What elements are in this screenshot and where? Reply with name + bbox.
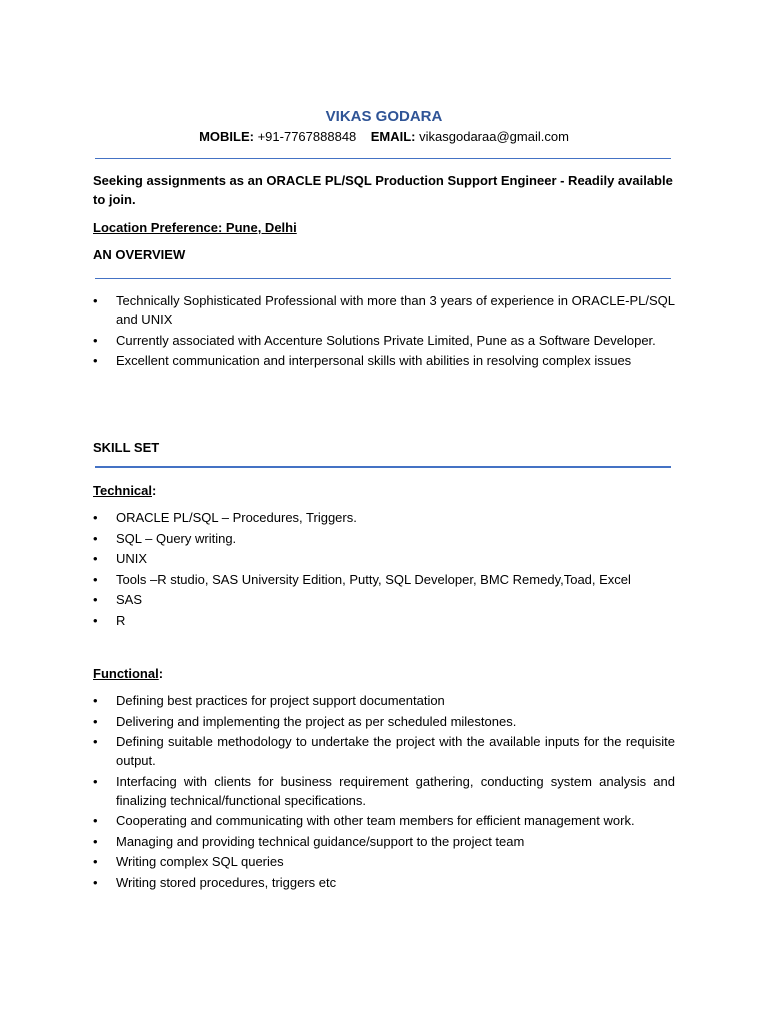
mobile-label: MOBILE: [199,129,254,144]
bullet-icon: • [93,813,98,828]
bullet-icon: • [93,734,98,749]
list-item [93,570,675,589]
overview-heading: AN OVERVIEW [93,247,186,262]
technical-label: Technical [93,483,153,498]
skill-set-divider [95,466,671,468]
list-item-text: Currently associated with Accenture Solutions Private Limited, Pune as a Software Developer. [116,332,656,348]
technical-section [93,508,675,631]
list-item-text: Cooperating and communicating with other team members for efficient management work. [116,813,635,828]
list-item-text: Interfacing with clients for business requirement gathering, conducting system analysis and finalizing technical/functional specifications. [116,773,675,808]
technical-heading [93,481,675,500]
contact-line [0,127,768,146]
bullet-icon: • [93,353,98,368]
technical-list [93,508,675,630]
list-item [93,611,675,630]
list-item [93,732,675,770]
list-item [93,772,675,810]
list-item [93,873,675,892]
candidate-name: VIKAS GODARA [325,108,443,125]
list-item-text: Excellent communication and interpersonal skills with abilities in resolving complex issues [116,353,632,368]
bullet-icon: • [93,551,98,566]
bullet-icon: • [93,571,98,587]
email-label: EMAIL: [370,129,416,144]
location-preference: Location Preference: Pune, Delhi [93,220,297,235]
bullet-icon: • [93,713,98,729]
list-item [93,508,675,527]
bullet-icon: • [93,530,98,546]
list-item [93,712,675,731]
bullet-icon: • [93,612,98,628]
list-item [93,590,675,609]
overview-section [93,291,675,372]
functional-colon: : [158,666,164,681]
list-item-text: Defining suitable methodology to undertake the project with the available inputs for the requisite output. [116,734,675,768]
bullet-icon: • [93,510,98,525]
functional-label: Functional [93,666,159,681]
overview-divider [95,278,671,279]
technical-colon: : [152,483,157,498]
list-item [93,811,675,830]
list-item-text: Writing stored procedures, triggers etc [116,874,337,890]
bullet-icon: • [93,773,98,789]
functional-list [93,691,675,892]
list-item-text: R [116,612,126,628]
list-item-text: Defining best practices for project support documentation [116,693,445,708]
bullet-icon: • [93,592,98,607]
bullet-icon: • [93,833,98,849]
skill-set-heading: SKILL SET [93,440,160,455]
list-item-text: SQL – Query writing. [116,530,237,546]
list-item [93,549,675,568]
bullet-icon: • [93,332,98,348]
list-item [93,351,675,370]
list-item-text: Delivering and implementing the project as per scheduled milestones. [116,713,517,729]
mobile-value: +91-7767888848 [257,129,357,144]
bullet-icon: • [93,693,98,708]
functional-section [93,691,675,893]
overview-list [93,291,675,370]
list-item [93,529,675,548]
list-item [93,691,675,710]
list-item [93,852,675,871]
list-item-text: Writing complex SQL queries [116,854,284,869]
header-divider [95,158,671,159]
list-item-text: SAS [116,592,143,607]
list-item-text: ORACLE PL/SQL – Procedures, Triggers. [116,510,357,525]
list-item-text: Technically Sophisticated Professional with more than 3 years of experience in ORACLE-PL/SQL and UNIX [116,293,675,327]
bullet-icon: • [93,293,98,308]
list-item [93,832,675,851]
bullet-icon: • [93,854,98,869]
list-item [93,331,675,350]
email-value: vikasgodaraa@gmail.com [419,129,569,144]
list-item [93,291,675,329]
bullet-icon: • [93,874,98,890]
list-item-text: Managing and providing technical guidance/support to the project team [116,833,525,849]
list-item-text: Tools –R studio, SAS University Edition, Putty, SQL Developer, BMC Remedy,Toad, Excel [116,571,631,587]
functional-heading [93,664,675,683]
objective-text: Seeking assignments as an ORACLE PL/SQL Production Support Engineer - Readily available to join. [93,173,673,207]
list-item-text: UNIX [116,551,148,566]
